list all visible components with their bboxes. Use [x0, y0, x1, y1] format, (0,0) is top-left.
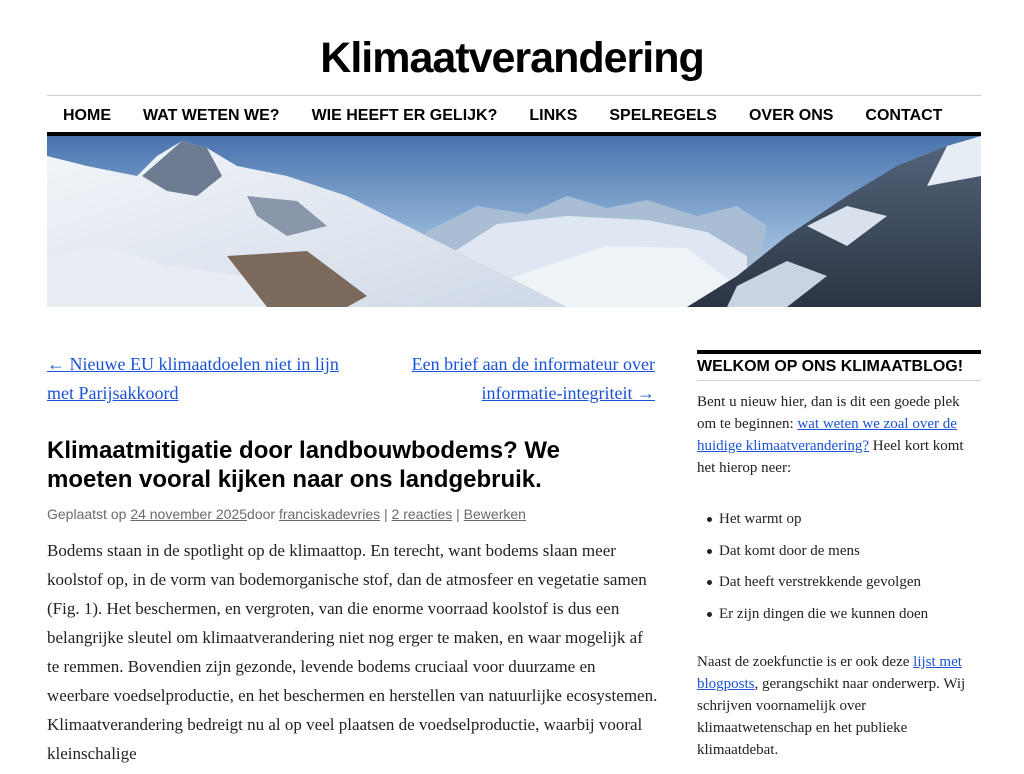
widget-top-border [697, 350, 981, 354]
comments-link[interactable]: 2 reacties [391, 506, 453, 522]
author-link[interactable]: franciskadevries [278, 506, 381, 522]
previous-post-link[interactable]: ← Nieuwe EU klimaatdoelen niet in lijn met Parijsakkoord [47, 354, 339, 403]
nav-links[interactable]: LINKS [529, 107, 578, 124]
nav-over-ons[interactable]: OVER ONS [748, 107, 834, 124]
by-label: door [247, 506, 279, 522]
meta-separator: | [452, 506, 464, 522]
site-title[interactable]: Klimaatverandering [320, 34, 704, 82]
widget-intro-text: Bent u nieuw hier, dan is dit een goede plek om te beginnen: [697, 394, 960, 432]
widget-outro-text: Naast de zoekfunctie is er ook deze [697, 654, 914, 670]
header-divider [47, 95, 981, 96]
list-item: Dat komt door de mens [719, 539, 1003, 571]
nav-wat-weten-we[interactable]: WAT WETEN WE? [143, 107, 280, 124]
list-item: Het warmt op [719, 507, 1003, 539]
article-body: Bodems staan in de spotlight op de klimaattop. En terecht, want bodems slaan meer koolstof op, in de vorm van bodemorganische stof, dan de atmosfeer en vegetatie samen (Fig. 1). Het beschermen, en vergroten, van die enorme voorraad koolstof is dus een belangrijke sleutel om klimaatverandering niet nog erger te maken, en waar mogelijk af te remmen. Bovendien zijn gezonde, levende bodems cruciaal voor duurzame en weerbare voedselproductie, en het beschermen en herstellen van natuurlijke ecosystemen. Klimaatverandering bedreigt nu al op veel plaatsen de voedselproductie, waarbij vooral kleinschalige [47, 541, 658, 763]
nav-contact[interactable]: CONTACT [865, 107, 943, 124]
widget-title: WELKOM OP ONS KLIMAATBLOG! [697, 358, 964, 375]
summary-list [697, 507, 1003, 633]
article-meta [47, 505, 667, 523]
article-title: Klimaatmitigatie door landbouwbodems? We moeten vooral kijken naar ons landgebruik. [47, 437, 560, 493]
header-banner-image [47, 136, 981, 307]
nav-wie-heeft-er-gelijk[interactable]: WIE HEEFT ER GELIJK? [311, 107, 498, 124]
widget-outro [697, 651, 981, 761]
wat-weten-we-link[interactable]: wat weten we zoal over de huidige klimaatverandering? [697, 416, 957, 454]
post-date-link[interactable]: 24 november 2025 [130, 506, 248, 522]
widget-intro [697, 391, 981, 479]
widget-outro-text: , gerangschikt naar onderwerp. Wij schrijven voornamelijk over klimaatwetenschap en het publieke klimaatdebat. [697, 676, 966, 758]
posted-on-label: Geplaatst op [47, 506, 131, 522]
meta-separator: | [380, 506, 392, 522]
edit-link[interactable]: Bewerken [463, 506, 526, 522]
list-item: Er zijn dingen die we kunnen doen [719, 602, 1003, 634]
nav-home[interactable]: HOME [63, 107, 111, 124]
widget-title-divider [697, 380, 981, 381]
blogposts-list-link[interactable]: lijst met blogposts [697, 654, 962, 692]
list-item: Dat heeft verstrekkende gevolgen [719, 570, 1003, 602]
widget-intro-text: Heel kort komt het hierop neer: [697, 438, 964, 476]
nav-spelregels[interactable]: SPELREGELS [609, 107, 717, 124]
main-navigation [47, 100, 981, 132]
next-post-link[interactable]: Een brief aan de informateur over informatie-integriteit → [411, 354, 655, 403]
